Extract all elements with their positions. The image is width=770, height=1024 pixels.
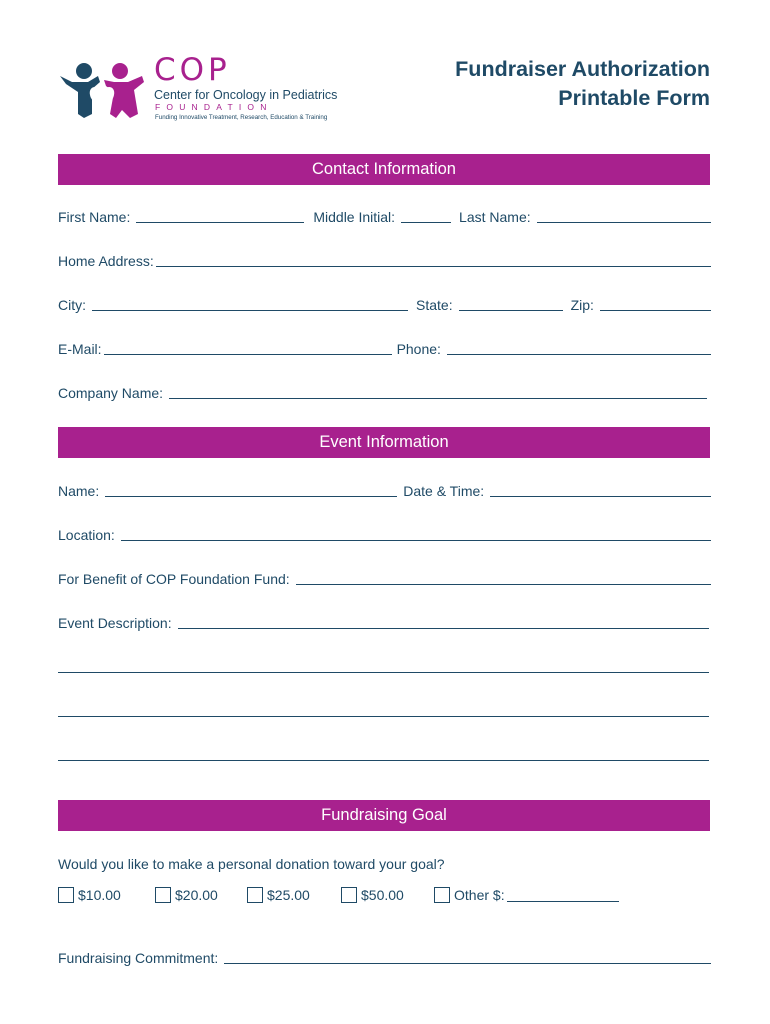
home-address-label: Home Address: bbox=[58, 253, 154, 269]
form-title-line2: Printable Form bbox=[558, 86, 710, 110]
contact-row-email bbox=[58, 337, 711, 357]
fundraising-commitment-label: Fundraising Commitment: bbox=[58, 950, 219, 966]
option-other-label: Other $: bbox=[454, 887, 505, 903]
event-description-line-3[interactable] bbox=[58, 716, 709, 717]
email-field[interactable] bbox=[104, 354, 392, 355]
checkbox-20[interactable] bbox=[155, 887, 171, 903]
event-description-label: Event Description: bbox=[58, 615, 172, 631]
state-label: State: bbox=[416, 297, 453, 313]
zip-field[interactable] bbox=[600, 310, 711, 311]
option-other[interactable] bbox=[434, 887, 619, 904]
section-header-event: Event Information bbox=[58, 427, 710, 458]
company-name-label: Company Name: bbox=[58, 385, 164, 401]
section-header-goal: Fundraising Goal bbox=[58, 800, 710, 831]
benefit-fund-label: For Benefit of COP Foundation Fund: bbox=[58, 571, 290, 587]
option-20[interactable] bbox=[155, 887, 247, 903]
option-10[interactable] bbox=[58, 887, 155, 903]
section-header-contact: Contact Information bbox=[58, 154, 710, 185]
option-25[interactable] bbox=[247, 887, 341, 903]
checkbox-other[interactable] bbox=[434, 887, 450, 903]
option-10-label: $10.00 bbox=[78, 887, 121, 903]
first-name-field[interactable] bbox=[136, 222, 304, 223]
checkbox-25[interactable] bbox=[247, 887, 263, 903]
option-25-label: $25.00 bbox=[267, 887, 310, 903]
phone-label: Phone: bbox=[396, 341, 441, 357]
benefit-fund-field[interactable] bbox=[296, 584, 711, 585]
fundraising-commitment-field[interactable] bbox=[224, 963, 711, 964]
checkbox-50[interactable] bbox=[341, 887, 357, 903]
logo-abbreviation: COP bbox=[154, 52, 231, 88]
option-20-label: $20.00 bbox=[175, 887, 218, 903]
event-description-line-4[interactable] bbox=[58, 760, 709, 761]
logo-organization-name: Center for Oncology in Pediatrics bbox=[154, 88, 338, 102]
city-field[interactable] bbox=[92, 310, 408, 311]
event-description-line-2[interactable] bbox=[58, 672, 709, 673]
state-field[interactable] bbox=[459, 310, 563, 311]
date-time-field[interactable] bbox=[490, 496, 711, 497]
cop-logo bbox=[58, 52, 338, 128]
city-label: City: bbox=[58, 297, 86, 313]
middle-initial-label: Middle Initial: bbox=[313, 209, 396, 225]
zip-label: Zip: bbox=[570, 297, 594, 313]
event-name-label: Name: bbox=[58, 483, 100, 499]
event-row-location bbox=[58, 523, 711, 543]
other-amount-field[interactable] bbox=[507, 901, 619, 902]
company-name-field[interactable] bbox=[169, 398, 707, 399]
logo-tagline: Funding Innovative Treatment, Research, Education & Training bbox=[155, 114, 328, 121]
phone-field[interactable] bbox=[447, 354, 711, 355]
contact-row-address bbox=[58, 249, 711, 269]
contact-row-name bbox=[58, 205, 711, 225]
last-name-label: Last Name: bbox=[459, 209, 531, 225]
event-description-field[interactable] bbox=[178, 628, 709, 629]
option-50-label: $50.00 bbox=[361, 887, 404, 903]
logo-foundation: FOUNDATION bbox=[155, 102, 273, 112]
location-label: Location: bbox=[58, 527, 115, 543]
event-name-field[interactable] bbox=[105, 496, 397, 497]
contact-row-company bbox=[58, 381, 711, 401]
form-title-line1: Fundraiser Authorization bbox=[455, 57, 710, 81]
date-time-label: Date & Time: bbox=[403, 483, 485, 499]
event-row-benefit bbox=[58, 567, 711, 587]
home-address-field[interactable] bbox=[156, 266, 711, 267]
email-label: E-Mail: bbox=[58, 341, 102, 357]
location-field[interactable] bbox=[121, 540, 711, 541]
donation-question-text: Would you like to make a personal donation toward your goal? bbox=[58, 856, 445, 872]
event-row-description bbox=[58, 611, 711, 631]
checkbox-10[interactable] bbox=[58, 887, 74, 903]
option-50[interactable] bbox=[341, 887, 434, 903]
contact-row-city bbox=[58, 293, 711, 313]
event-row-name bbox=[58, 479, 711, 499]
children-heart-icon bbox=[58, 62, 150, 122]
donation-question bbox=[58, 852, 711, 872]
commitment-row bbox=[58, 946, 711, 966]
first-name-label: First Name: bbox=[58, 209, 131, 225]
donation-options bbox=[58, 884, 619, 906]
last-name-field[interactable] bbox=[537, 222, 711, 223]
middle-initial-field[interactable] bbox=[401, 222, 451, 223]
